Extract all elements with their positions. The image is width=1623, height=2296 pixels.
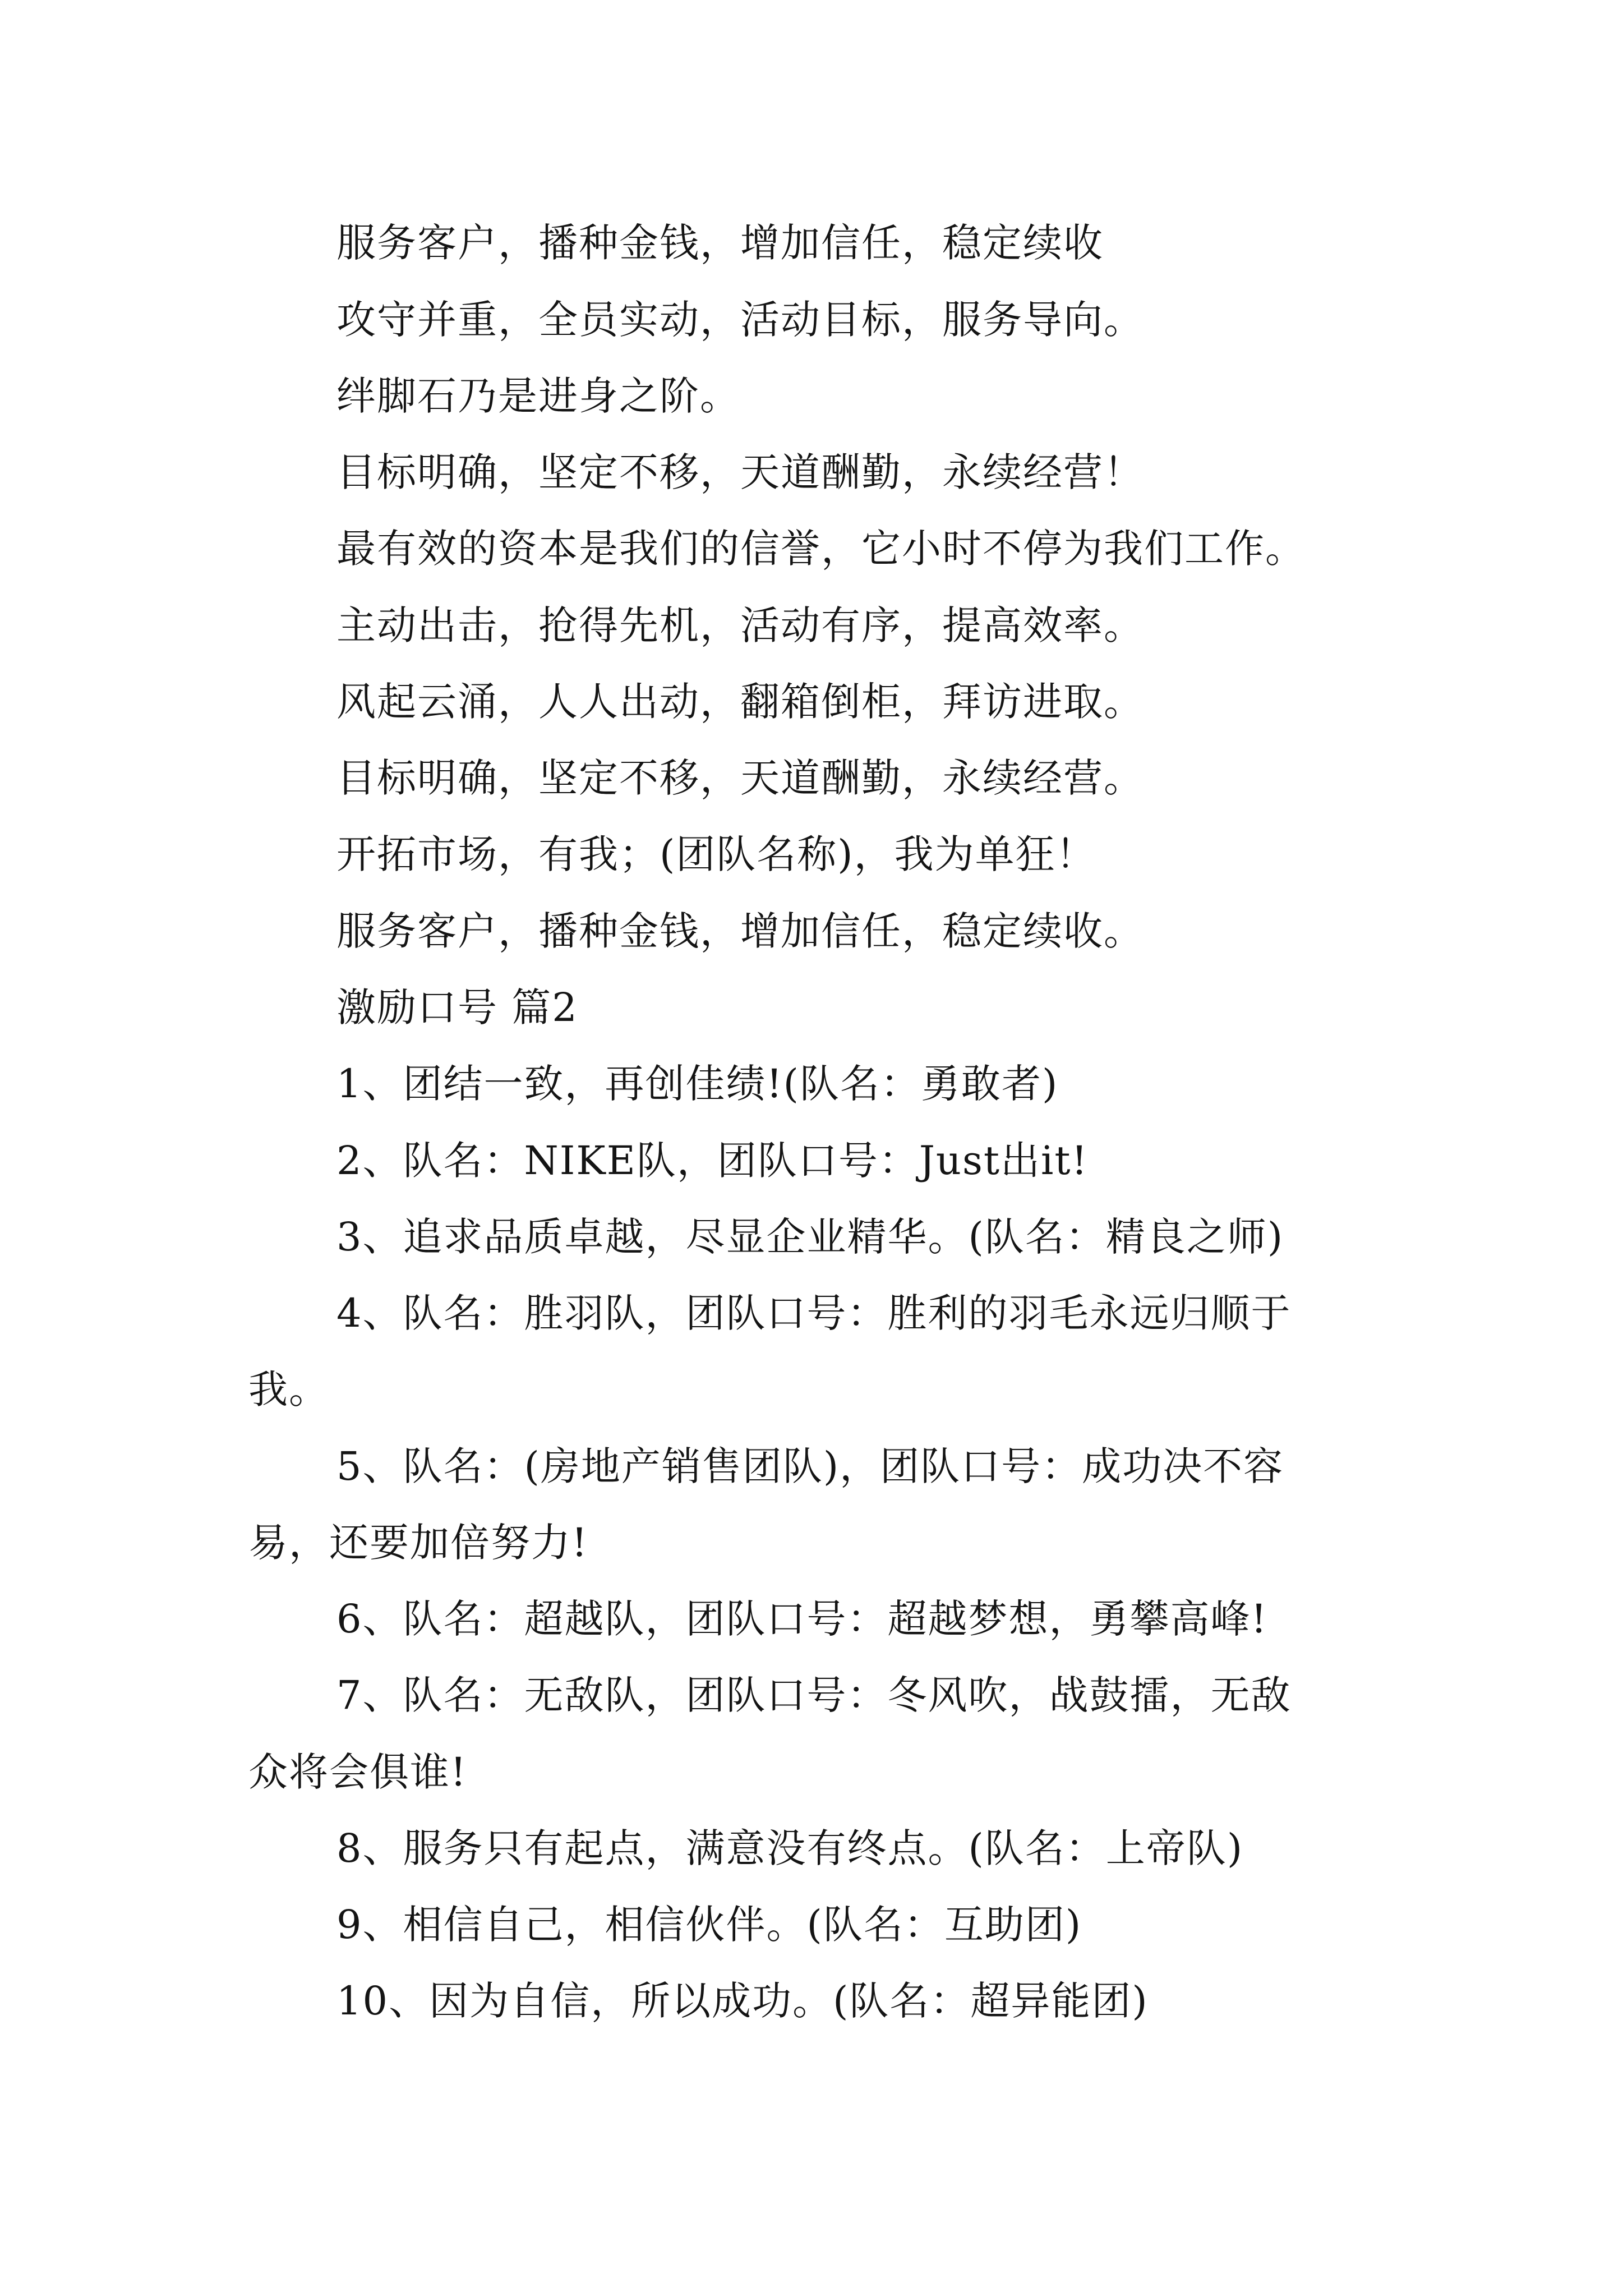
paragraph: 目标明确，坚定不移，天道酬勤，永续经营！ <box>336 449 1144 495</box>
paragraph: 主动出击，抢得先机，活动有序，提高效率。 <box>336 602 1144 648</box>
list-item: 7、队名：无敌队，团队口号：冬风吹，战鼓擂，无敌 <box>336 1672 1292 1718</box>
paragraph: 服务客户，播种金钱，增加信任，稳定续收。 <box>336 908 1144 954</box>
paragraph: 攻守并重，全员实动，活动目标，服务导向。 <box>336 297 1144 343</box>
list-item-continuation: 我。 <box>248 1366 329 1412</box>
list-item: 1、团结一致，再创佳绩!(队名：勇敢者) <box>336 1061 1059 1107</box>
list-item: 2、队名：NIKE队，团队口号：Just出it! <box>336 1138 1089 1184</box>
list-item: 3、追求品质卓越，尽显企业精华。(队名：精良之师) <box>336 1214 1284 1260</box>
paragraph: 绊脚石乃是进身之阶。 <box>336 373 740 419</box>
section-heading: 激励口号 篇2 <box>336 984 578 1030</box>
list-item-continuation: 众将会俱谁! <box>248 1749 468 1795</box>
paragraph: 目标明确，坚定不移，天道酬勤，永续经营。 <box>336 755 1144 801</box>
paragraph: 服务客户，播种金钱，增加信任，稳定续收 <box>336 220 1104 266</box>
paragraph: 最有效的资本是我们的信誉，它小时不停为我们工作。 <box>336 526 1306 572</box>
paragraph: 风起云涌，人人出动，翻箱倒柜，拜访进取。 <box>336 679 1144 725</box>
paragraph: 开拓市场，有我；(团队名称)，我为单狂！ <box>336 831 1096 877</box>
list-item: 9、相信自己，相信伙伴。(队名：互助团) <box>336 1902 1082 1948</box>
list-item-continuation: 易，还要加倍努力! <box>248 1520 589 1566</box>
list-item: 5、队名：(房地产销售团队)，团队口号：成功决不容 <box>336 1443 1284 1489</box>
list-item: 8、服务只有起点，满意没有终点。(队名：上帝队) <box>336 1825 1244 1871</box>
list-item: 6、队名：超越队，团队口号：超越梦想，勇攀高峰! <box>336 1596 1268 1642</box>
list-item: 10、因为自信，所以成功。(队名：超异能团) <box>336 1978 1149 2024</box>
list-item: 4、队名：胜羽队，团队口号：胜利的羽毛永远归顺于 <box>336 1290 1292 1336</box>
